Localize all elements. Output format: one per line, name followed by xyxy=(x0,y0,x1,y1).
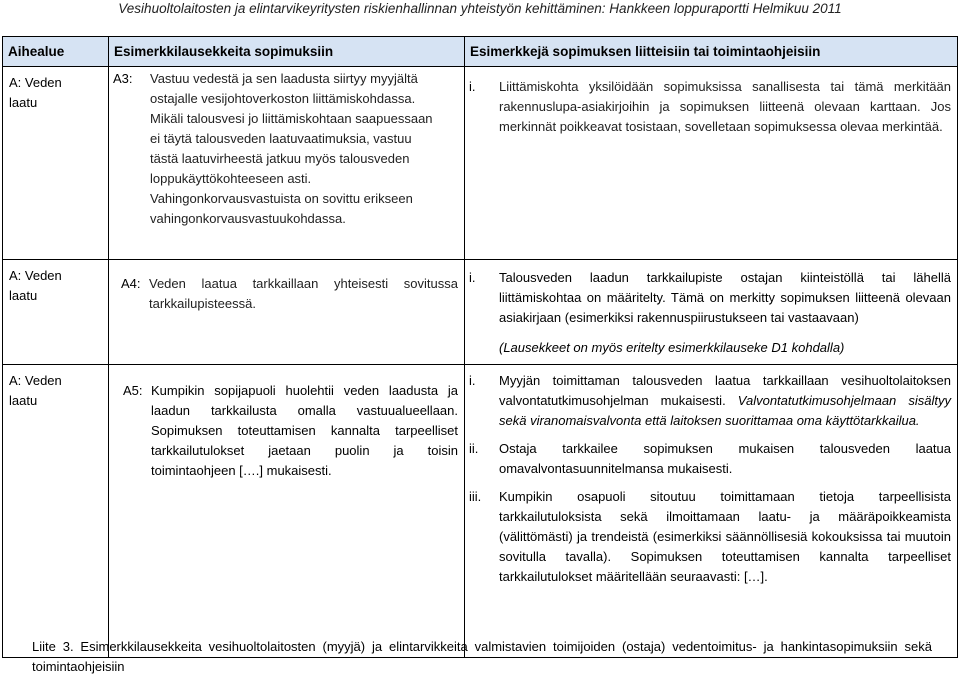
clauses-table xyxy=(2,36,958,658)
clause-line: Mikäli talousvesi jo liittämiskohtaan saapuessaan xyxy=(150,111,433,126)
clause-line: Vahingonkorvausvastuista on sovittu erikseen xyxy=(150,191,413,206)
clause-line: ostajalle vesijohtoverkoston liittämiskohdassa. xyxy=(150,91,416,106)
column-header-area: Aihealue xyxy=(3,37,109,67)
example-text: Ostaja tarkkailee sopimuksen mukaisen talousveden laatua omavalvontasuunnitelmansa mukaisesti. xyxy=(499,441,951,476)
example-text: Liittämiskohta yksilöidään sopimuksissa sanallisesta tai tämä merkitään rakennuslupa-asiakirjoihin ja sopimuksen liitteenä olevaan karttaan. Jos merkinnät poikkeavat tosistaan, sovelletaan sopimuksessa olevaa merkintää. xyxy=(499,79,951,134)
clause-label: A5: xyxy=(123,383,143,398)
area-label-line2: laatu xyxy=(9,393,38,408)
area-label-line1: A: Veden xyxy=(9,75,62,90)
table-caption: Liite 3. Esimerkkilausekkeita vesihuoltolaitosten (myyjä) ja elintarvikkeita valmistavien toimijoiden (ostaja) vedentoimitus- ja hankintasopimuksiin sekä toimintaohjeisiin xyxy=(32,639,932,674)
example-label: ii. xyxy=(469,441,479,456)
examples-cell xyxy=(465,365,958,658)
clause-line: tästä laatuvirheestä jatkuu myös talousveden xyxy=(150,151,410,166)
clause-label: A3: xyxy=(113,71,133,86)
example-label: i. xyxy=(469,79,476,94)
table-row xyxy=(3,365,958,658)
clause-line: Vastuu vedestä ja sen laadusta siirtyy myyjältä xyxy=(150,71,418,86)
example-text: Kumpikin osapuoli sitoutuu toimittamaan tietoja tarpeellisista tarkkailutuloksista sekä ilmoittamaan laatu- ja määräpoikkeamista (välittömästi) ja trendeistä (esimerkiksi säännöllisesiä kokouksissa tai muutoin sovitulla tavalla). Sopimuksen toteuttamisen kannalta tarpeelliset tarkkailutulokset määritellään seuraavasti: […]. xyxy=(499,489,951,584)
area-cell xyxy=(3,260,109,365)
column-header-clauses: Esimerkkilausekkeita sopimuksiin xyxy=(109,37,465,67)
clause-line: vahingonkorvausvastuukohdassa. xyxy=(150,211,346,226)
clause-text: Veden laatua tarkkaillaan yhteisesti sovitussa tarkkailupisteessä. xyxy=(149,276,458,311)
table-header-row xyxy=(3,37,958,67)
clause-line: loppukäyttökohteeseen asti. xyxy=(150,171,312,186)
clause-cell xyxy=(109,365,465,658)
example-text-italic: Valvontatutkimusohjelmaan sisältyy sekä viranomaisvalvonta että laitoksen suorittamaa oma käyttötarkkailua. xyxy=(499,393,951,428)
area-label-line2: laatu xyxy=(9,288,38,303)
area-label-line1: A: Veden xyxy=(9,373,62,388)
examples-cell xyxy=(465,67,958,260)
running-header: Vesihuoltolaitosten ja elintarvikeyritysten riskienhallinnan yhteistyön kehittäminen: Hankkeen loppuraportti Helmikuu 2011 xyxy=(118,1,842,16)
table-row xyxy=(3,260,958,365)
clause-cell xyxy=(109,260,465,365)
area-cell xyxy=(3,67,109,260)
example-label: iii. xyxy=(469,489,482,504)
column-header-examples: Esimerkkejä sopimuksen liitteisiin tai toimintaohjeisiin xyxy=(465,37,958,67)
clause-cell xyxy=(109,67,465,260)
example-text: Myyjän toimittaman talousveden laatua tarkkaillaan vesihuoltolaitoksen valvontatutkimusohjelman mukaisesti. xyxy=(499,373,951,408)
examples-cell xyxy=(465,260,958,365)
area-label-line2: laatu xyxy=(9,95,38,110)
clause-text: Kumpikin sopijapuoli huolehtii veden laadusta ja laadun tarkkailusta omalla vastuualueellaan. Sopimuksen toteuttamisen kannalta tarpeelliset tarkkailutulokset jaetaan puolin ja toisin toimintaohjeen [….] mukaisesti. xyxy=(151,383,458,478)
area-label-line1: A: Veden xyxy=(9,268,62,283)
area-cell xyxy=(3,365,109,658)
example-text: Talousveden laadun tarkkailupiste ostajan kiinteistöllä tai lähellä liittämiskohtaa on määritelty. Tämä on merkitty sopimuksen liitteenä olevaan asiakirjaan (esimerkiksi rakennuspiirustukseen tai vastaavaan) xyxy=(499,270,951,325)
example-label: i. xyxy=(469,373,476,388)
table-row xyxy=(3,67,958,260)
clause-label: A4: xyxy=(121,276,141,291)
clause-line: ei täytä talousveden laatuvaatimuksia, vastuu xyxy=(150,131,412,146)
example-label: i. xyxy=(469,270,476,285)
clause-note: (Lausekkeet on myös eritelty esimerkkilauseke D1 kohdalla) xyxy=(499,340,845,355)
